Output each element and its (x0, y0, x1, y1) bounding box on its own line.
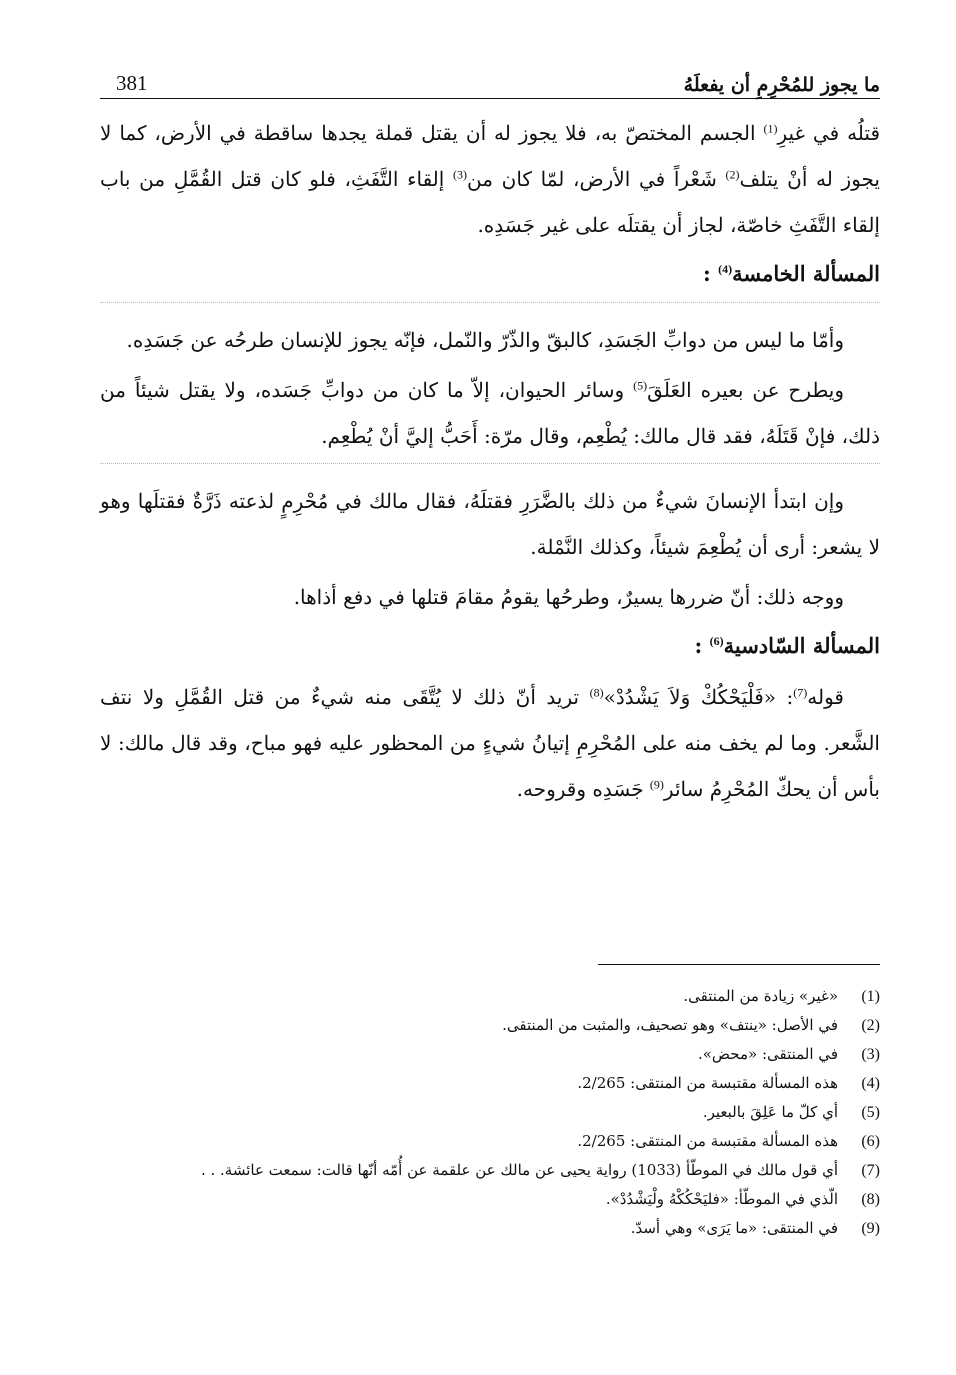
footnote-ref: (6) (709, 634, 724, 648)
section-heading-6 (100, 626, 880, 666)
heading-colon: : (694, 633, 710, 658)
footnote-text: في المنتقى: «محض». (697, 1045, 838, 1063)
text-span: وسائر الحيوان، إلاّ ما كان من دوابِّ جَسَده، ولا يقتل شيئاً من ذلك، فإنْ قَتَلَهُ، فقد قال مالك: يُطْعِم، وقال مرّة: أَحَبُّ إليَّ أنْ يُطْعِم. (100, 378, 880, 448)
footnote-text: أي كلّ ما عَلِقَ بالبعير. (702, 1103, 838, 1121)
paragraph-6 (100, 674, 880, 812)
footnotes (100, 982, 880, 1243)
footnote-number: (9) (861, 1220, 880, 1237)
footnote-number: (1) (861, 988, 880, 1005)
paragraph-2: وأمّا ما ليس من دوابِّ الجَسَدِ، كالبقّ والذّرّ والنّمل، فإنّه يجوز للإنسان طرحُه عن جَسَدِه. (126, 328, 844, 352)
paragraph-4: وإن ابتدأ الإنسانَ شيءٌ من ذلك بالضَّرَرِ فقتلَهُ، فقال مالك في مُحْرِمٍ لذعته ذَرَّةٌ فقتلَها وهو لا يشعر: أرى أن يُطْعِمَ شيئاً، وكذلك النَّمْلة. (100, 489, 880, 559)
footnote-number: (2) (861, 1017, 880, 1034)
paragraph-3 (100, 367, 880, 459)
heading-text: المسألة السّادسية (723, 633, 880, 658)
footnote-ref: (7) (793, 685, 808, 700)
footnote (100, 1069, 880, 1098)
footnote-number: (5) (861, 1104, 880, 1121)
footnote-text: هذه المسألة مقتبسة من المنتقى: 2/265. (577, 1074, 838, 1092)
footnote-number: (7) (861, 1162, 880, 1179)
dotted-rule (100, 302, 880, 303)
footnote-ref: (2) (725, 167, 740, 182)
paragraph-5: ووجه ذلك: أنّ ضررها يسيرٌ، وطرحُها يقومُ مقامَ قتلها في دفع أذاها. (293, 585, 844, 609)
footnote-text: في المنتقى: «ما يَرَى» وهي أسدّ. (630, 1219, 838, 1237)
footnote (100, 1214, 880, 1243)
footnote-ref: (8) (589, 685, 604, 700)
text-span: جَسَدِه وقروحه. (516, 777, 650, 801)
footnote-number: (8) (861, 1191, 880, 1208)
footnote (100, 1040, 880, 1069)
footnote-text: الّذي في الموطّأ: «فليَحْكُكْهُ ولْيَشْدُدْ». (605, 1190, 838, 1208)
page-number: 381 (116, 71, 148, 95)
footnote-number: (3) (861, 1046, 880, 1063)
footnote (100, 982, 880, 1011)
footnote-text: في الأصل: «ينتف» وهو تصحيف، والمثبت من المنتقى. (502, 1016, 838, 1034)
running-title: ما يجوز للمُحْرِمِ أن يفعلَهُ (683, 74, 880, 96)
text-span: إلقاء التَّفَثِ، فلو كان قتل القُمَّلِ من باب إلقاء التَّفَثِ خاصّة، لجاز أن يقتلَه على غير جَسَدِه. (100, 167, 880, 237)
page-header (100, 52, 880, 96)
footnote (100, 1098, 880, 1127)
footnote-text: هذه المسألة مقتبسة من المنتقى: 2/265. (577, 1132, 838, 1150)
footnote (100, 1185, 880, 1214)
footnote-rule (598, 964, 880, 965)
footnote (100, 1127, 880, 1156)
footnote (100, 1011, 880, 1040)
text-span: شَعْراً في الأرض، لمّا كان من (467, 167, 726, 191)
footnote-ref: (9) (649, 777, 664, 792)
heading-colon: : (703, 261, 719, 286)
footnote-number: (4) (861, 1075, 880, 1092)
footnote (100, 1156, 880, 1185)
quote-span: : «فَلْيَحْكُكْ وَلاَ يَشْدُدْ» (603, 685, 794, 709)
footnote-text: «غير» زيادة من المنتقى. (683, 987, 838, 1005)
footnote-ref: (5) (633, 378, 648, 393)
footnote-ref: (3) (453, 167, 468, 182)
text-span: قوله (807, 685, 844, 709)
text-span: الجسم المختصّ به، فلا يجوز له أن يقتل قملة يجدها ساقطة في الأرض، كما لا يجوز له أنْ يتلف (100, 121, 881, 191)
section-heading-5 (100, 254, 880, 294)
heading-text: المسألة الخامسة (732, 261, 880, 286)
text-span: قتلُه في غيرِ (777, 121, 881, 145)
header-rule (100, 98, 880, 99)
footnote-ref: (1) (763, 121, 778, 136)
paragraph-1 (100, 110, 880, 248)
footnote-text: أي قول مالك في الموطّأ (1033) رواية يحيى عن مالك عن علقمة عن أُمّه أنّها قالت: سمعت عائشة. . . (200, 1161, 838, 1179)
main-text (100, 110, 880, 816)
dotted-rule (100, 463, 880, 464)
footnote-ref: (4) (718, 262, 733, 276)
text-span: تريد أنّ ذلك لا يُتَّقَى منه شيءٌ من قتل القُمَّلِ ولا نتف الشَّعر. وما لم يخف منه على المُحْرِمِ إتيانُ شيءٍ من المحظور عليه فهو مباح، وقد قال مالك: لا بأس أن يحكّ المُحْرِمُ سائر (100, 685, 880, 801)
footnote-number: (6) (861, 1133, 880, 1150)
text-span: ويطرح عن بعيره العَلَقَ (647, 378, 844, 402)
